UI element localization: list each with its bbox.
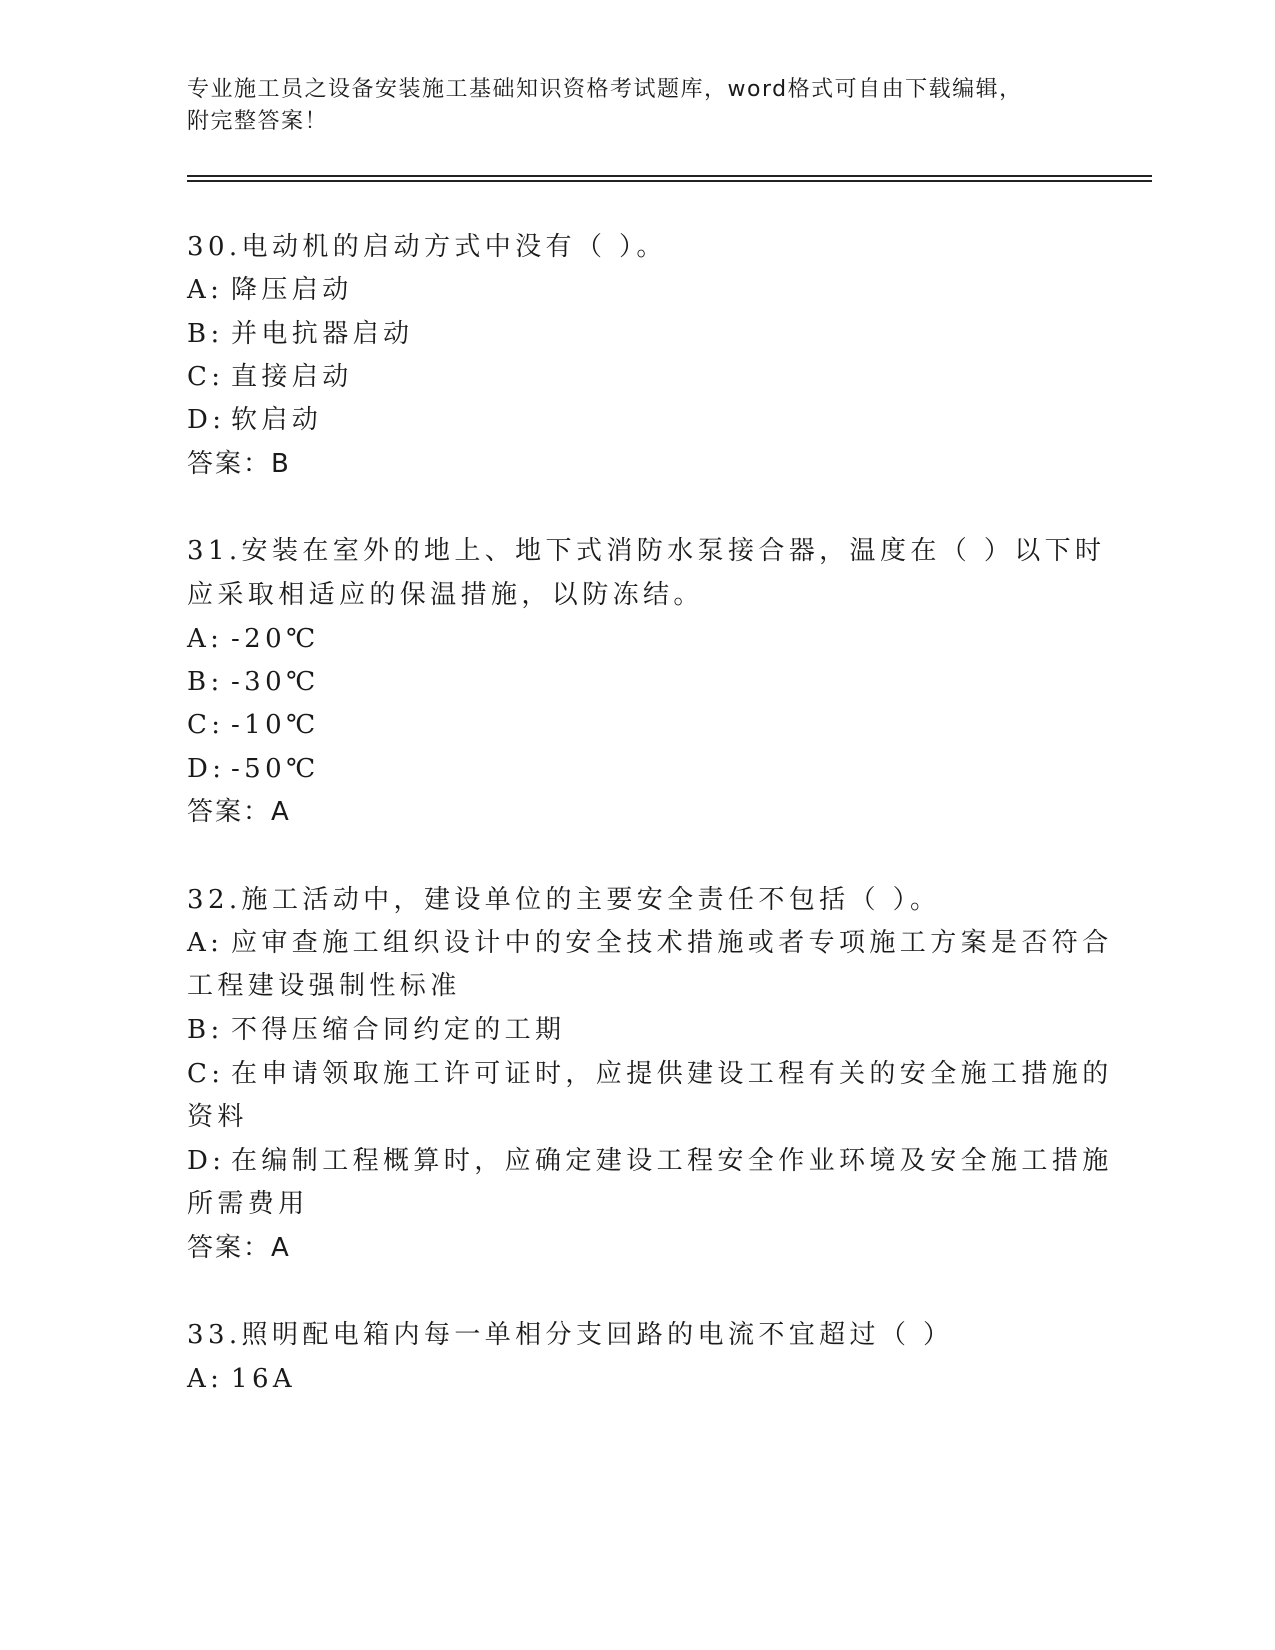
option-text: 直接启动: [231, 362, 353, 392]
option-label: D:: [187, 405, 226, 435]
question-33-option-a: [187, 1362, 296, 1396]
option-text: 软启动: [231, 405, 323, 435]
question-30-option-c: [187, 360, 353, 394]
header-divider-bottom: [187, 180, 1152, 182]
question-32-option-a-line-2: 工程建设强制性标准: [187, 971, 461, 1001]
option-label: D:: [187, 754, 226, 784]
question-32-option-d-line-1: [187, 1144, 1113, 1178]
question-33-stem: 33.照明配电箱内每一单相分支回路的电流不宜超过（ ）: [187, 1320, 954, 1350]
question-31-option-c: [187, 708, 320, 742]
option-label: A:: [187, 928, 224, 958]
option-text: 在申请领取施工许可证时，应提供建设工程有关的安全施工措施的: [231, 1059, 1113, 1089]
question-31-stem-line-2: 应采取相适应的保温措施，以防冻结。: [187, 580, 704, 610]
question-31-option-a: [187, 622, 320, 656]
option-text: -10℃: [231, 710, 320, 740]
option-label: B:: [187, 667, 224, 697]
document-page: [187, 0, 1152, 1650]
option-label: C:: [187, 362, 225, 392]
option-text: -50℃: [231, 754, 320, 784]
option-text: 应审查施工组织设计中的安全技术措施或者专项施工方案是否符合: [231, 928, 1113, 958]
option-label: B:: [187, 319, 224, 349]
option-text: 16A: [231, 1364, 297, 1394]
option-text: 不得压缩合同约定的工期: [231, 1015, 566, 1045]
option-label: A:: [187, 1364, 224, 1394]
option-text: 降压启动: [231, 275, 353, 305]
option-label: C:: [187, 710, 225, 740]
question-31-option-d: [187, 752, 320, 786]
question-30-option-b: [187, 317, 413, 351]
header-line-1: 专业施工员之设备安装施工基础知识资格考试题库，word格式可自由下载编辑，: [187, 77, 1023, 102]
header-divider-top: [187, 175, 1152, 177]
option-label: A:: [187, 624, 224, 654]
question-30-option-a: [187, 273, 353, 307]
option-text: 并电抗器启动: [231, 319, 414, 349]
question-32-option-c-line-1: [187, 1057, 1113, 1091]
question-32-option-a-line-1: [187, 926, 1113, 960]
option-text: -20℃: [231, 624, 320, 654]
option-text: 在编制工程概算时，应确定建设工程安全作业环境及安全施工措施: [231, 1146, 1113, 1176]
option-label: D:: [187, 1146, 226, 1176]
question-31-stem-line-1: 31.安装在室外的地上、地下式消防水泵接合器，温度在（ ）以下时: [187, 536, 1106, 566]
question-32-answer: 答案：A: [187, 1233, 291, 1263]
question-32-stem: 32.施工活动中，建设单位的主要安全责任不包括（ ）。: [187, 885, 941, 915]
question-31-answer: 答案：A: [187, 797, 291, 827]
question-30-option-d: [187, 403, 322, 437]
option-label: A:: [187, 275, 224, 305]
option-label: C:: [187, 1059, 225, 1089]
header-line-2: 附完整答案！: [187, 109, 329, 134]
question-30-answer: 答案：B: [187, 449, 291, 479]
question-31-option-b: [187, 665, 320, 699]
question-32-option-b: [187, 1013, 565, 1047]
document-header: [187, 74, 1087, 138]
question-32-option-d-line-2: 所需费用: [187, 1189, 309, 1219]
question-30-stem: 30.电动机的启动方式中没有（ ）。: [187, 232, 667, 262]
question-32-option-c-line-2: 资料: [187, 1102, 248, 1132]
option-label: B:: [187, 1015, 224, 1045]
option-text: -30℃: [231, 667, 320, 697]
